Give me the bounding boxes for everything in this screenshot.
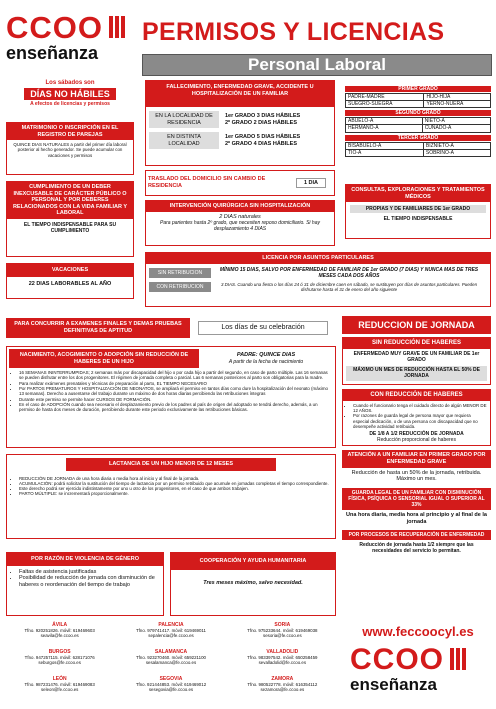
deber-box [6,181,134,257]
contact-card [229,649,336,676]
contact-line2[interactable]: seburgos@fe.ccoo.es [38,660,81,666]
contact-line1: Tfno. 923270460. móvil: 659221100 [136,655,206,661]
cooperacion-text: Tres meses máximo, salvo necesidad. [203,579,303,586]
nacimiento-bullet: • Durante este permiso se permite hacer CURSOS DE FORMACIÓN. [19,397,331,402]
traslado-title: TRASLADO DEL DOMICILIO SIN CAMBIO DE RESIDENCIA [148,176,266,189]
examenes-box [6,316,336,340]
footer-logo-flag-icon [450,648,468,670]
vacaciones-text: 22 DIAS LABORABLES AL AÑO [28,280,112,287]
deber-text: EL TIEMPO INDISPENSABLE PARA SU CUMPLIMIENTO [23,221,117,235]
nacimiento-bullet: • En el caso de ADOPCIÓN cuando sea necesario el desplazamiento previo de los padres al país de origen del adoptado se tendrá derecho, además, a un permiso de hasta dos meses de duración, percibiendo durante este periodo exclusivamente las retribuciones básicas. [19,402,331,413]
consultas-row2: EL TIEMPO INDISPENSABLE [383,216,453,223]
traslado-value: 1 DIA [296,178,326,189]
contact-line2[interactable]: sepalencia@fe.ccoo.es [148,633,194,639]
sabados-line2: DÍAS NO HÁBILES [24,88,116,100]
nacimiento-side2: A partir de la fecha de nacimiento [228,358,304,365]
violencia-box [6,552,164,616]
contact-city: BURGOS [48,649,71,655]
contact-line2[interactable]: sesegovia@fe.ccoo.es [148,687,194,693]
reduccion-con-title: CON REDUCCIÓN DE HABERES [343,390,490,401]
grado-cell: PADRE-MADRE [346,94,424,101]
lactancia-bullet: • PARTO MÚLTIPLE: se incrementará proporcionalmente. [19,491,331,496]
reduccion-con-bullet: • Por razones de guarda legal de persona mayor que requiera especial dedicación, o de una persona con discapacidad que no desempeñe actividad retribuida. [353,413,487,429]
contact-card [117,676,224,703]
footer-logo [350,644,490,704]
reduccion-sin-title: SIN REDUCCIÓN DE HABERES [343,338,490,349]
contact-line1: Tfno. 987231476. móvil: 619469083 [24,682,95,688]
reduccion-atencion-text: Reducción de hasta un 50% de la jornada, retribuida. Máximo un mes. [351,469,482,483]
asuntos-con-label: CON RETRIBUCION [149,282,211,292]
logo-subtitle: enseñanza [6,43,99,63]
lactancia-bullet: • ACUMULACIÓN: podrá solicitar la sustitución del tiempo de lactancia por un permiso retribuido que acumule en jornadas completas el tiempo correspondiente. [19,481,331,486]
contact-city: SALAMANCA [154,649,188,655]
fallecimiento-box [145,80,335,166]
contact-city: ÁVILA [52,622,68,628]
grado-primer-title: PRIMER GRADO [345,86,491,92]
asuntos-con-text: 3 DIAS. Cuando una fiesta o los días 24 ó 31 de diciembre caen en sábado, se sustituyen por días de asuntos particulares. Pueden disfrutarse hasta el 31 de enero del año siguiente [220,281,478,293]
fallecimiento-title: FALLECIMIENTO, ENFERMEDAD GRAVE, ACCIDENTE U HOSPITALIZACIÓN DE UN FAMILIAR [146,81,334,107]
lactancia-box [6,454,336,539]
grados-table [345,86,491,157]
intervencion-title: INTERVENCIÓN QUIRÚRGICA SIN HOSPITALIZACIÓN [146,201,334,212]
nacimiento-bullet: • 16 SEMANAS ININTERRUMPIDAS; 2 semanas más por discapacidad del hijo o por cada hijo a partir del segundo, en caso de parto múltiple. Las 16 semanas se pueden disfrutar entre los dos progenitores. El régimen de jornada completa o parcial. Las 6 semanas posteriores al parto son obligatorias para la madre. [19,370,331,381]
reduccion-atencion-title: ATENCIÓN A UN FAMILIAR EN PRIMER GRADO POR ENFERMEDAD GRAVE [342,450,491,467]
consultas-row1: PROPIAS Y DE FAMILIARES DE 1er GRADO [350,205,486,213]
reduccion-title: REDUCCION DE JORNADA [342,316,491,334]
reduccion-guarda-text: Una hora diaria, media hora al principio y al final de la jornada [346,512,487,525]
nacimiento-bullet: • Por PARTOS PREMATUROS Y HOSPITALIZACIÓN DE NEONATOS, se ampliará el permiso en tantos días como dure la hospitalización del neonato (máximo 13 semanas). Derecho a ausentarse del trabajo durante un máximo de dos horas diarias percibiendo las retribuciones íntegras [19,386,331,397]
asuntos-box [145,252,491,307]
violencia-bullet: • Faltas de asistencia justificadas [19,569,159,576]
contact-card [229,622,336,649]
grado-cell: BIZNIETO-A [423,142,490,149]
deber-title: CUMPLIMIENTO DE UN DEBER INEXCUSABLE DE CARÁCTER PÚBLICO O PERSONAL Y POR DEBERES RELACIONADOS CON LA VIDA FAMILIAR Y LABORAL [7,182,133,219]
nacimiento-box [6,346,336,448]
grado-cell: NIETO-A [422,118,490,125]
contact-city: PALENCIA [158,622,184,628]
fallecimiento-row1-v2: 2º GRADO 2 DIAS HÁBILES [225,119,297,126]
header-logo [6,12,134,67]
contact-city: ZAMORA [271,676,294,682]
cooperacion-box [170,552,336,616]
contact-line1: Tfno. 947257115. móvil: 628171076 [24,655,95,661]
matrimonio-text: QUINCE DIAS NATURALES a partir del primer día laboral posterior al hecho generador. Se puede acumular con vacaciones y permisos [13,142,127,158]
reduccion-con-text1: DE 1/8 A 1/2 REDUCCIÓN DE JORNADA [369,431,464,438]
asuntos-sin-label: SIN RETRIBUCION [149,268,211,278]
footer-logo-subtitle: enseñanza [350,675,437,694]
sabados-box [6,80,134,118]
fallecimiento-row2-label: EN DISTINTA LOCALIDAD [149,132,219,149]
contact-card [6,676,113,703]
consultas-box [345,184,491,239]
grado-cell: SOBRINO-A [423,149,490,156]
fallecimiento-row1-v1: 1er GRADO 3 DIAS HÁBILES [225,113,301,119]
examenes-value: Los días de su celebración [198,321,328,335]
contact-card [117,622,224,649]
page-subtitle-bar [142,54,492,76]
reduccion-con-text2: Reducción proporcional de haberes [377,437,456,444]
examenes-title: PARA CONCURRIR A EXAMENES FINALES Y DEMAS PRUEBAS DEFINITIVAS DE APTITUD [6,318,190,337]
reduccion-recup-text: Reducción de jornada hasta 1/2 siempre que las necesidades del servicio lo permitan. [359,542,474,555]
reduccion-con-bullet: • Cuando el funcionario tenga el cuidado directo de algún MENOR DE 12 AÑOS. [353,403,487,414]
contact-card [117,649,224,676]
violencia-bullet: • Posibilidad de reducción de jornada con disminución de haberes o reordenación del tiempo de trabajo [19,575,159,588]
cooperacion-title: COOPERACIÓN Y AYUDA HUMANITARIA [171,553,335,570]
lactancia-bullet: • REDUCCIÓN DE JORNADA de una hora diaria o media hora al inicio y al final de la jornada. [19,476,331,481]
reduccion-recup-title: POR PROCESOS DE RECUPERACIÓN DE ENFERMEDAD [342,530,491,540]
grado-segundo-title: SEGUNDO GRADO [345,110,491,116]
contact-line2[interactable]: seleon@fe.ccoo.es [40,687,79,693]
intervencion-text1: 2 DIAS naturales [219,213,261,220]
page-subtitle: Personal Laboral [248,55,386,74]
reduccion-con-box [342,389,491,447]
ccoo-logo-text: CCOO [6,10,103,45]
grado-cell: CUÑADO-A [422,125,490,132]
reduccion-sin-text1: ENFERMEDAD MUY GRAVE DE UN FAMILIAR DE 1er GRADO [353,351,480,364]
fallecimiento-row1-label: EN LA LOCALIDAD DE RESIDENCIA [149,111,219,128]
grado-cell: HERMANO-A [346,125,423,132]
consultas-title: CONSULTAS, EXPLORACIONES Y TRATAMIENTOS MÉDICOS [346,185,490,202]
contact-city: SEGOVIA [159,676,183,682]
intervencion-text2: Para parientes hasta 2º grado, que necesiten reposo domiciliario. Si hay desplazamiento 4 DIAS [160,220,320,233]
contact-line2[interactable]: sesoria@fe.ccoo.es [263,633,302,639]
contact-card [229,676,336,703]
grado-cell: SUEGRO-SUEGRA [346,101,424,108]
footer-web[interactable]: www.feccoocyl.es [362,624,474,639]
contact-city: VALLADOLID [266,649,299,655]
contacts-grid [6,622,336,704]
reduccion-guarda-title: GUARDA LEGAL DE UN FAMILIAR CON DISMINUCIÓN FÍSICA, PSÍQUICA O SENSORIAL IGUAL O SUPERIOR AL 33% [342,488,491,510]
grado-cell: TIO-A [346,149,424,156]
contact-line2[interactable]: sesalamanca@fe.ccoo.es [145,660,197,666]
footer-ccoo-logo-text: CCOO [350,643,444,676]
contact-line2[interactable]: sezamora@fe.ccoo.es [260,687,305,693]
contact-card [6,622,113,649]
reduccion-sin-box [342,337,491,385]
sabados-line3: A efectos de licencias y permisos [30,101,110,108]
grado-cell: BISABUELO-A [346,142,424,149]
reduccion-column [342,316,491,616]
violencia-title: POR RAZÓN DE VIOLENCIA DE GÉNERO [7,553,163,566]
nacimiento-bullet: • Para realizar exámenes prenatales y técnicas de preparación al parto, EL TIEMPO NECESARIO [19,381,331,386]
contact-line1: Tfno. 975233644. móvil: 619469038 [247,628,318,634]
asuntos-title: LICENCIA POR ASUNTOS PARTICULARES [146,253,490,264]
contact-city: SORIA [274,622,291,628]
lactancia-title: LACTANCIA DE UN HIJO MENOR DE 12 MESES [66,458,276,471]
contact-card [6,649,113,676]
contact-city: LEÓN [52,676,67,682]
contact-line1: Tfno. 983397542. móvil: 650258459 [247,655,318,661]
grado-cell: YERNO-NUERA [424,101,491,108]
contact-line1: Tfno. 979741417. móvil: 619469011 [136,628,206,634]
page-title: PERMISOS Y LICENCIAS [142,18,445,46]
nacimiento-side1: PADRE: QUINCE DIAS [236,352,296,359]
fallecimiento-row2-v2: 2º GRADO 4 DIAS HÁBILES [225,140,297,147]
lactancia-bullet: • Este derecho podrá ser ejercido indistintamente por uno u otro de los progenitores, en el caso de que ambos trabajen. [19,486,331,491]
grado-cell: ABUELO-A [346,118,423,125]
vacaciones-title: VACACIONES [7,264,133,277]
intervencion-box [145,200,335,246]
traslado-box [145,170,335,196]
contact-line1: Tfno. 980522778. móvil: 616354112 [247,682,318,688]
matrimonio-title: MATRIMONIO O INSCRIPCIÓN EN EL REGISTRO DE PAREJAS [7,123,133,140]
contact-line1: Tfno. 921444853. móvil: 619469012 [135,682,207,688]
fallecimiento-row2-v1: 1er GRADO 5 DIAS HÁBILES [225,134,301,141]
reduccion-sin-text2: MÁXIMO UN MES DE REDUCCIÓN HASTA EL 50% DE JORNADA [346,366,487,380]
grado-cell: HIJO-HIJA [424,94,491,101]
vacaciones-box [6,263,134,299]
logo-flag-icon [109,16,127,38]
contact-line2[interactable]: seavila@fe.ccoo.es [40,633,79,639]
contact-line2[interactable]: sevalladolid@fe.ccoo.es [258,660,307,666]
grado-tercer-title: TERCER GRADO [345,135,491,141]
sabados-line1: Los sábados son [45,80,95,86]
matrimonio-box [6,122,134,175]
contact-line1: Tfno. 920251826. móvil: 619469603 [24,628,95,634]
nacimiento-title: NACIMIENTO, ACOGIMIENTO O ADOPCIÓN SIN REDUCCIÓN DE HABERES DE UN HIJO [9,349,199,368]
asuntos-sin-text: MÍNIMO 15 DIAS, SALVO POR ENFERMEDAD DE FAMILIAR DE 1er GRADO (7 DIAS) Y NUNCA MAS DE TRES MESES CADA DOS AÑOS [219,266,479,279]
